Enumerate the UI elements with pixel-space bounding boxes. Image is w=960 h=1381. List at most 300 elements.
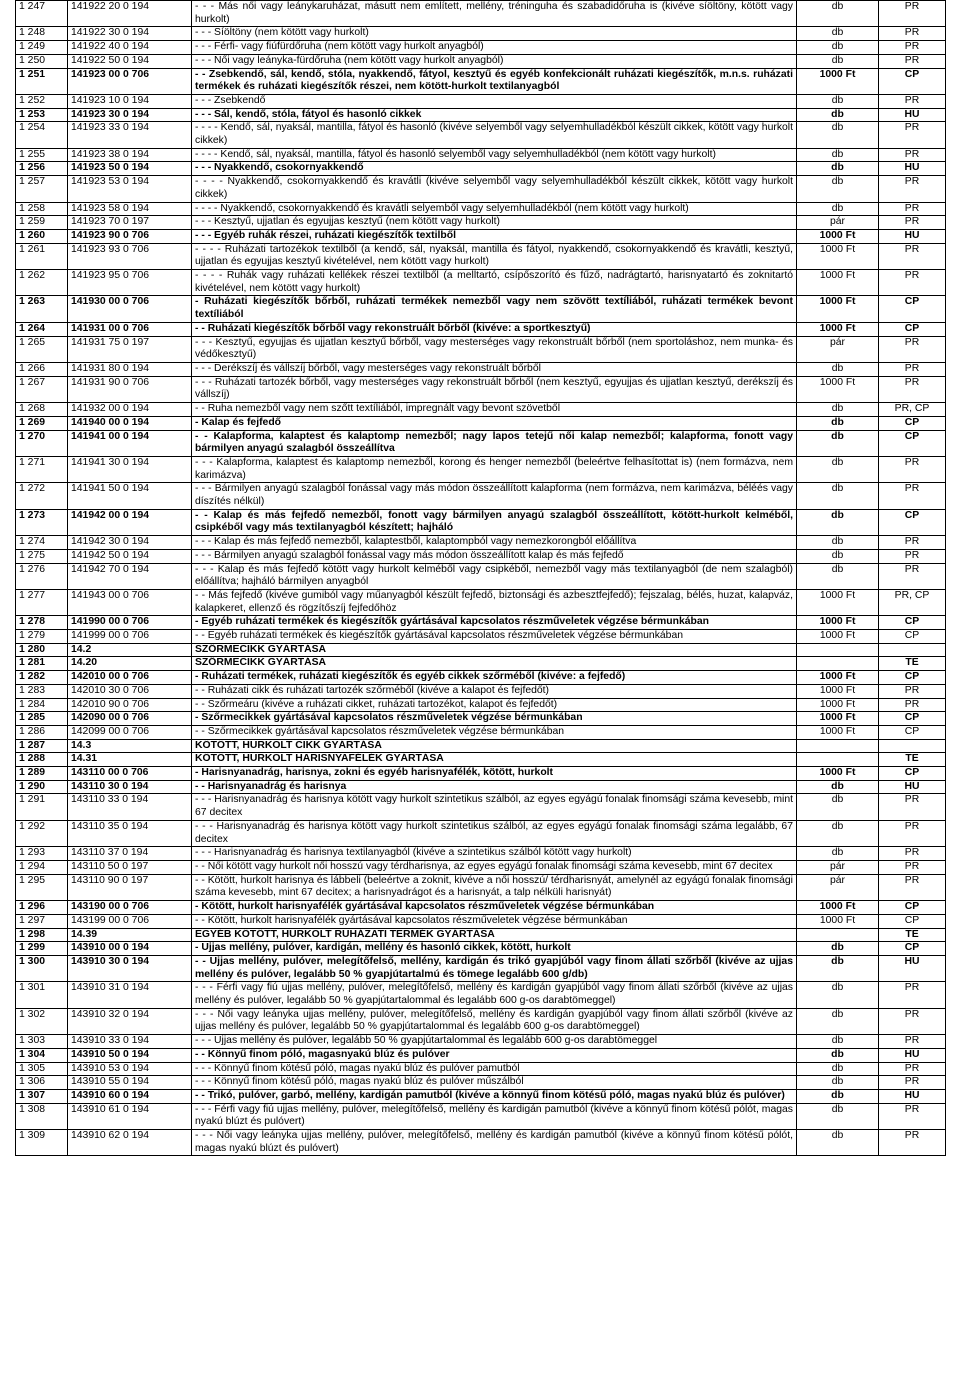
table-row (16, 176, 946, 202)
description-cell: SZŐRMECIKK GYÁRTÁSA (192, 643, 797, 657)
product-code-cell: 141923 50 0 194 (68, 162, 192, 176)
description-cell: - - - Harisnyanadrág és harisnya kötött vagy hurkolt szintetikus szálból, az egyes egyágú fonalak finomsági száma legalább, 67 decitex (192, 820, 797, 846)
unit-cell: db (797, 483, 879, 509)
table-row (16, 914, 946, 928)
category-cell (879, 643, 946, 657)
row-number-cell: 1 284 (16, 698, 68, 712)
unit-cell (797, 928, 879, 942)
row-number-cell: 1 303 (16, 1035, 68, 1049)
category-cell: HU (879, 1089, 946, 1103)
product-code-cell: 143910 55 0 194 (68, 1076, 192, 1090)
product-code-cell: 141941 50 0 194 (68, 483, 192, 509)
unit-cell (797, 643, 879, 657)
description-cell: - - Könnyű finom póló, magasnyakú blúz és pulóver (192, 1048, 797, 1062)
category-cell: PR (879, 94, 946, 108)
description-cell: EGYÉB KÖTÖTT, HURKOLT RUHÁZATI TERMÉK GYÁRTÁSA (192, 928, 797, 942)
table-row (16, 162, 946, 176)
row-number-cell: 1 267 (16, 376, 68, 402)
product-code-cell: 141922 40 0 194 (68, 41, 192, 55)
category-cell: HU (879, 1048, 946, 1062)
product-classification-table (15, 0, 946, 1156)
row-number-cell: 1 258 (16, 202, 68, 216)
category-cell: HU (879, 955, 946, 981)
category-cell: HU (879, 162, 946, 176)
table-row (16, 403, 946, 417)
product-code-cell: 142099 00 0 706 (68, 725, 192, 739)
unit-cell: db (797, 202, 879, 216)
category-cell: CP (879, 416, 946, 430)
category-cell: PR (879, 148, 946, 162)
table-row (16, 536, 946, 550)
category-cell: PR (879, 684, 946, 698)
category-cell: HU (879, 780, 946, 794)
table-row (16, 712, 946, 726)
category-cell: CP (879, 671, 946, 685)
row-number-cell: 1 252 (16, 94, 68, 108)
category-cell: PR (879, 563, 946, 589)
unit-cell: db (797, 176, 879, 202)
table-row (16, 753, 946, 767)
row-number-cell: 1 268 (16, 403, 68, 417)
table-row (16, 296, 946, 322)
row-number-cell: 1 304 (16, 1048, 68, 1062)
category-cell: CP (879, 712, 946, 726)
unit-cell: db (797, 1048, 879, 1062)
product-code-cell: 141931 90 0 706 (68, 376, 192, 402)
category-cell: PR (879, 336, 946, 362)
description-cell: - Ujjas mellény, pulóver, kardigán, mellény és hasonló cikkek, kötött, hurkolt (192, 942, 797, 956)
description-cell: - - Ujjas mellény, pulóver, melegítőfelső, mellény, kardigán és trikó gyapjúból vagy finom állati szőrből (kivéve az ujjas mellény és pulóver, legalább 50 % gyapjútartalmú és tömege legalább 600 g/db) (192, 955, 797, 981)
row-number-cell: 1 283 (16, 684, 68, 698)
table-row (16, 874, 946, 900)
row-number-cell: 1 290 (16, 780, 68, 794)
table-row (16, 456, 946, 482)
unit-cell: db (797, 942, 879, 956)
unit-cell: 1000 Ft (797, 630, 879, 644)
product-code-cell: 143910 60 0 194 (68, 1089, 192, 1103)
product-code-cell: 141931 80 0 194 (68, 362, 192, 376)
row-number-cell: 1 251 (16, 68, 68, 94)
row-number-cell: 1 299 (16, 942, 68, 956)
description-cell: SZŐRMECIKK GYÁRTÁSA (192, 657, 797, 671)
unit-cell (797, 657, 879, 671)
row-number-cell: 1 260 (16, 229, 68, 243)
unit-cell: 1000 Ft (797, 914, 879, 928)
category-cell: CP (879, 322, 946, 336)
unit-cell: db (797, 416, 879, 430)
table-row (16, 216, 946, 230)
product-code-cell: 143110 33 0 194 (68, 794, 192, 820)
row-number-cell: 1 307 (16, 1089, 68, 1103)
description-cell: - - - Harisnyanadrág és harisnya textilanyagból (kivéve a szintetikus szálból kötött vagy hurkolt) (192, 847, 797, 861)
table-row (16, 982, 946, 1008)
description-cell: - - - - Kendő, sál, nyaksál, mantilla, fátyol és hasonló (kivéve selyemből vagy selyemhulladékból készült cikkek, kötött vagy hurkolt cikkek) (192, 122, 797, 148)
row-number-cell: 1 282 (16, 671, 68, 685)
description-cell: - - - - Ruházati tartozékok textilből (a kendő, sál, nyaksál, mantilla és fátyol, nyakkendő, csokornyakkendő és kravátli, kesztyű, ujjatlan és egyujjas kesztyű kivételével, nem kötött vagy hurkolt) (192, 243, 797, 269)
row-number-cell: 1 281 (16, 657, 68, 671)
category-cell: PR (879, 1130, 946, 1156)
table-row (16, 671, 946, 685)
row-number-cell: 1 263 (16, 296, 68, 322)
row-number-cell: 1 287 (16, 739, 68, 753)
category-cell: PR (879, 861, 946, 875)
table-row (16, 861, 946, 875)
table-row (16, 68, 946, 94)
category-cell: PR (879, 270, 946, 296)
description-cell: - - - - Ruhák vagy ruházati kellékek részei textilből (a melltartó, csípőszorító és fűző, nadrágtartó, harisnyatartó és zoknitartó kivételével, nem kötött vagy hurkolt) (192, 270, 797, 296)
unit-cell: 1000 Ft (797, 322, 879, 336)
category-cell: CP (879, 901, 946, 915)
table-row (16, 643, 946, 657)
description-cell: - - Egyéb ruházati termékek és kiegészítők gyártásával kapcsolatos részműveletek végzése bérmunkában (192, 630, 797, 644)
product-code-cell: 141990 00 0 706 (68, 616, 192, 630)
category-cell: PR (879, 1103, 946, 1129)
description-cell: - - - Könnyű finom kötésű póló, magas nyakú blúz és pulóver műszálból (192, 1076, 797, 1090)
product-code-cell: 141923 53 0 194 (68, 176, 192, 202)
table-row (16, 589, 946, 615)
unit-cell: 1000 Ft (797, 901, 879, 915)
unit-cell: db (797, 94, 879, 108)
unit-cell: db (797, 955, 879, 981)
description-cell: - - Ruházati kiegészítők bőrből vagy rekonstruált bőrből (kivéve: a sportkesztyű) (192, 322, 797, 336)
description-cell: - - - Kesztyű, egyujjas és ujjatlan kesztyű bőrből, vagy mesterséges vagy rekonstruált bőrből (nem sportoláshoz, nem munka- és védőkesztyű) (192, 336, 797, 362)
product-code-cell: 14.20 (68, 657, 192, 671)
product-code-cell: 141930 00 0 706 (68, 296, 192, 322)
category-cell: PR (879, 982, 946, 1008)
category-cell: PR (879, 698, 946, 712)
product-code-cell: 143190 00 0 706 (68, 901, 192, 915)
table-body (16, 1, 946, 1156)
description-cell: - - Harisnyanadrág és harisnya (192, 780, 797, 794)
description-cell: - - - Zsebkendő (192, 94, 797, 108)
description-cell: - - Trikó, pulóver, garbó, mellény, kardigán pamutból (kivéve a könnyű finom kötésű póló, magas nyakú blúz és pulóver) (192, 1089, 797, 1103)
description-cell: - - - Bármilyen anyagú szalagból fonással vagy más módon összeállított kalap és más fejfedő (192, 549, 797, 563)
row-number-cell: 1 294 (16, 861, 68, 875)
row-number-cell: 1 288 (16, 753, 68, 767)
row-number-cell: 1 308 (16, 1103, 68, 1129)
table-row (16, 1062, 946, 1076)
unit-cell: 1000 Ft (797, 229, 879, 243)
category-cell: TE (879, 657, 946, 671)
unit-cell: 1000 Ft (797, 698, 879, 712)
row-number-cell: 1 254 (16, 122, 68, 148)
product-code-cell: 14.39 (68, 928, 192, 942)
category-cell: CP (879, 296, 946, 322)
unit-cell: db (797, 362, 879, 376)
row-number-cell: 1 272 (16, 483, 68, 509)
category-cell: PR (879, 874, 946, 900)
category-cell: CP (879, 509, 946, 535)
product-code-cell: 143110 50 0 197 (68, 861, 192, 875)
category-cell: PR (879, 1035, 946, 1049)
product-code-cell: 141942 30 0 194 (68, 536, 192, 550)
description-cell: - - Kalap és más fejfedő nemezből, fonott vagy bármilyen anyagú szalagból összeállított, kötött-hurkolt kelméből, csipkéből vagy más textilanyagból készített; hajháló (192, 509, 797, 535)
unit-cell: db (797, 1130, 879, 1156)
row-number-cell: 1 278 (16, 616, 68, 630)
table-row (16, 901, 946, 915)
unit-cell: db (797, 1008, 879, 1034)
description-cell: - - - Bármilyen anyagú szalagból fonással vagy más módon összeállított kalapforma (nem formázva, nem karimázva, béléés vagy díszítés nélkül) (192, 483, 797, 509)
description-cell: - - Kalapforma, kalaptest és kalaptomp nemezből; nagy lapos tetejű női kalap nemezből; kalapforma, fonott vagy bármilyen anyagú szalagból összeállítva (192, 430, 797, 456)
description-cell: - - - Női vagy leányka ujjas mellény, pulóver, melegítőfelső, mellény és kardigán gyapjúból vagy finom állati szőrből (kivéve az ujjas mellény és pulóver, legalább 50 % gyapjútartalommal és legalább 600 g-os darabtömeggel) (192, 1008, 797, 1034)
description-cell: - - - - Kendő, sál, nyaksál, mantilla, fátyol és hasonló selyemből vagy selyemhulladékból (nem kötött vagy hurkolt) (192, 148, 797, 162)
description-cell: - - - Ruházati tartozék bőrből, vagy mesterséges vagy rekonstruált bőrből (nem kesztyű, egyujjas és ujjatlan kesztyű, derékszíj és vállszíj) (192, 376, 797, 402)
table-row (16, 1076, 946, 1090)
table-row (16, 794, 946, 820)
row-number-cell: 1 257 (16, 176, 68, 202)
description-cell: - - - Egyéb ruhák részei, ruházati kiegészítők textilből (192, 229, 797, 243)
unit-cell: 1000 Ft (797, 712, 879, 726)
description-cell: - Egyéb ruházati termékek és kiegészítők gyártásával kapcsolatos részműveletek végzése bérmunkában (192, 616, 797, 630)
product-list-sheet (15, 0, 945, 1156)
description-cell: - Harisnyanadrág, harisnya, zokni és egyéb harisnyafélék, kötött, hurkolt (192, 767, 797, 781)
product-code-cell: 143910 33 0 194 (68, 1035, 192, 1049)
table-row (16, 616, 946, 630)
row-number-cell: 1 280 (16, 643, 68, 657)
unit-cell: db (797, 1103, 879, 1129)
row-number-cell: 1 275 (16, 549, 68, 563)
product-code-cell: 143910 00 0 194 (68, 942, 192, 956)
table-row (16, 336, 946, 362)
unit-cell: db (797, 509, 879, 535)
unit-cell: pár (797, 874, 879, 900)
row-number-cell: 1 269 (16, 416, 68, 430)
product-code-cell: 143910 32 0 194 (68, 1008, 192, 1034)
category-cell (879, 739, 946, 753)
table-row (16, 243, 946, 269)
row-number-cell: 1 249 (16, 41, 68, 55)
row-number-cell: 1 255 (16, 148, 68, 162)
unit-cell: db (797, 108, 879, 122)
unit-cell: db (797, 847, 879, 861)
category-cell: PR (879, 216, 946, 230)
category-cell: PR, CP (879, 403, 946, 417)
row-number-cell: 1 273 (16, 509, 68, 535)
product-code-cell: 141922 50 0 194 (68, 54, 192, 68)
description-cell: - - - - Nyakkendő, csokornyakkendő és kravátli (kivéve selyemből vagy selyemhulladékból készült cikkek, kötött vagy hurkolt cikkek) (192, 176, 797, 202)
category-cell: PR (879, 41, 946, 55)
row-number-cell: 1 274 (16, 536, 68, 550)
row-number-cell: 1 264 (16, 322, 68, 336)
table-row (16, 322, 946, 336)
product-code-cell: 141923 58 0 194 (68, 202, 192, 216)
row-number-cell: 1 301 (16, 982, 68, 1008)
unit-cell: db (797, 41, 879, 55)
row-number-cell: 1 279 (16, 630, 68, 644)
unit-cell: 1000 Ft (797, 589, 879, 615)
description-cell: - - - Kalapforma, kalaptest és kalaptomp nemezből, korong és henger nemezből (beleértve felhasítottat is) (nem formázva, nem karimázva) (192, 456, 797, 482)
unit-cell: db (797, 982, 879, 1008)
product-code-cell: 143910 31 0 194 (68, 982, 192, 1008)
unit-cell: db (797, 536, 879, 550)
table-row (16, 27, 946, 41)
table-row (16, 1048, 946, 1062)
description-cell: - - Kötött, hurkolt harisnyafélék gyártásával kapcsolatos részműveletek végzése bérmunkában (192, 914, 797, 928)
description-cell: - Ruházati termékek, ruházati kiegészítők és egyéb cikkek szőrméből (kivéve: a fejfedő) (192, 671, 797, 685)
product-code-cell: 141942 50 0 194 (68, 549, 192, 563)
unit-cell: 1000 Ft (797, 376, 879, 402)
table-row (16, 955, 946, 981)
description-cell: - - - Férfi vagy fiú ujjas mellény, pulóver, melegítőfelső, mellény és kardigán gyapjúból vagy finom állati szőrből (kivéve az ujjas mellény és pulóver, legalább 50 % gyapjútartalommal és legalább 600 g-os darabtömeggel) (192, 982, 797, 1008)
unit-cell: db (797, 148, 879, 162)
product-code-cell: 141923 38 0 194 (68, 148, 192, 162)
table-row (16, 122, 946, 148)
table-row (16, 416, 946, 430)
row-number-cell: 1 277 (16, 589, 68, 615)
row-number-cell: 1 256 (16, 162, 68, 176)
description-cell: - - - Más női vagy leánykaruházat, másutt nem említett, mellény, tréninguha és szabadidőruha is (kivéve síöltöny, kötött vagy hurkolt) (192, 1, 797, 27)
table-row (16, 229, 946, 243)
row-number-cell: 1 247 (16, 1, 68, 27)
category-cell: CP (879, 430, 946, 456)
row-number-cell: 1 306 (16, 1076, 68, 1090)
product-code-cell: 143910 30 0 194 (68, 955, 192, 981)
unit-cell: pár (797, 216, 879, 230)
product-code-cell: 142090 00 0 706 (68, 712, 192, 726)
description-cell: - - - Kalap és más fejfedő nemezből, kalaptestből, kalaptompból vagy nemezkorongból előállítva (192, 536, 797, 550)
unit-cell: db (797, 1076, 879, 1090)
category-cell: PR (879, 54, 946, 68)
category-cell: PR (879, 376, 946, 402)
product-code-cell: 141941 30 0 194 (68, 456, 192, 482)
category-cell: PR (879, 456, 946, 482)
table-row (16, 1089, 946, 1103)
row-number-cell: 1 265 (16, 336, 68, 362)
unit-cell: pár (797, 861, 879, 875)
category-cell: PR, CP (879, 589, 946, 615)
row-number-cell: 1 270 (16, 430, 68, 456)
unit-cell: 1000 Ft (797, 684, 879, 698)
product-code-cell: 143110 90 0 197 (68, 874, 192, 900)
category-cell: CP (879, 942, 946, 956)
table-row (16, 509, 946, 535)
table-row (16, 847, 946, 861)
unit-cell: 1000 Ft (797, 725, 879, 739)
description-cell: - - - Férfi vagy fiú ujjas mellény, pulóver, melegítőfelső, mellény és kardigán pamutból (kivéve a könnyű finom kötésű pólót, magas nyakú blúzt és pulóvert) (192, 1103, 797, 1129)
category-cell: CP (879, 616, 946, 630)
product-code-cell: 141943 00 0 706 (68, 589, 192, 615)
product-code-cell: 141941 00 0 194 (68, 430, 192, 456)
product-code-cell: 143910 62 0 194 (68, 1130, 192, 1156)
table-row (16, 483, 946, 509)
category-cell: HU (879, 108, 946, 122)
product-code-cell: 141923 30 0 194 (68, 108, 192, 122)
table-row (16, 430, 946, 456)
table-row (16, 780, 946, 794)
description-cell: - - Ruházati cikk és ruházati tartozék szőrméből (kivéve a kalapot és fejfedőt) (192, 684, 797, 698)
table-row (16, 684, 946, 698)
product-code-cell: 143910 53 0 194 (68, 1062, 192, 1076)
unit-cell: db (797, 1089, 879, 1103)
table-row (16, 928, 946, 942)
product-code-cell: 141932 00 0 194 (68, 403, 192, 417)
product-code-cell: 143110 35 0 194 (68, 820, 192, 846)
row-number-cell: 1 289 (16, 767, 68, 781)
category-cell: PR (879, 847, 946, 861)
row-number-cell: 1 305 (16, 1062, 68, 1076)
table-row (16, 549, 946, 563)
category-cell: TE (879, 928, 946, 942)
table-row (16, 376, 946, 402)
unit-cell: db (797, 27, 879, 41)
category-cell: PR (879, 1008, 946, 1034)
unit-cell: 1000 Ft (797, 296, 879, 322)
unit-cell: db (797, 403, 879, 417)
row-number-cell: 1 296 (16, 901, 68, 915)
description-cell: - - Zsebkendő, sál, kendő, stóla, nyakkendő, fátyol, kesztyű és egyéb konfekcionált ruházati kiegészítők, m.n.s. ruházati termékek és ruházati kiegészítők részei, nem kötött-hurkolt textilanyagból (192, 68, 797, 94)
unit-cell: 1000 Ft (797, 270, 879, 296)
unit-cell: db (797, 780, 879, 794)
product-code-cell: 141942 00 0 194 (68, 509, 192, 535)
unit-cell (797, 753, 879, 767)
category-cell: PR (879, 536, 946, 550)
description-cell: - - - Férfi- vagy fiúfürdőruha (nem kötött vagy hurkolt anyagból) (192, 41, 797, 55)
product-code-cell: 143199 00 0 706 (68, 914, 192, 928)
unit-cell: db (797, 549, 879, 563)
table-row (16, 362, 946, 376)
unit-cell: db (797, 820, 879, 846)
product-code-cell: 141940 00 0 194 (68, 416, 192, 430)
category-cell: PR (879, 27, 946, 41)
category-cell: PR (879, 1076, 946, 1090)
product-code-cell: 141931 75 0 197 (68, 336, 192, 362)
table-row (16, 1035, 946, 1049)
category-cell: CP (879, 914, 946, 928)
table-row (16, 202, 946, 216)
category-cell: PR (879, 483, 946, 509)
description-cell: - - - Kesztyű, ujjatlan és egyujjas kesztyű (nem kötött vagy hurkolt) (192, 216, 797, 230)
unit-cell: db (797, 1035, 879, 1049)
row-number-cell: 1 271 (16, 456, 68, 482)
product-code-cell: 141931 00 0 706 (68, 322, 192, 336)
unit-cell: db (797, 162, 879, 176)
category-cell: CP (879, 630, 946, 644)
description-cell: - Kötött, hurkolt harisnyafélék gyártásával kapcsolatos részműveletek végzése bérmunkában (192, 901, 797, 915)
unit-cell: db (797, 430, 879, 456)
description-cell: - - - Harisnyanadrág és harisnya kötött vagy hurkolt szintetikus szálból, az egyes egyágú fonalak finomsági száma kevesebb, mint 67 decitex (192, 794, 797, 820)
product-code-cell: 143910 61 0 194 (68, 1103, 192, 1129)
description-cell: - - Más fejfedő (kivéve gumiból vagy műanyagból készült fejfedő, biztonsági és azbesztfejfedő); fejszalag, bélés, huzat, kalapváz, kalapkeret, ellenző és rögzítőszíj fejfedőhöz (192, 589, 797, 615)
unit-cell: db (797, 1062, 879, 1076)
product-code-cell: 14.3 (68, 739, 192, 753)
row-number-cell: 1 253 (16, 108, 68, 122)
description-cell: - - - Női vagy leányka ujjas mellény, pulóver, melegítőfelső, mellény és kardigán pamutból (kivéve a könnyű finom kötésű pólót, magas nyakú blúzt és pulóvert) (192, 1130, 797, 1156)
table-row (16, 739, 946, 753)
description-cell: - - - Ujjas mellény és pulóver, legalább 50 % gyapjútartalommal és legalább 600 g-os darabtömeggel (192, 1035, 797, 1049)
product-code-cell: 141923 70 0 197 (68, 216, 192, 230)
category-cell: PR (879, 122, 946, 148)
description-cell: - - - Derékszíj és vállszíj bőrből, vagy mesterséges vagy rekonstruált bőrből (192, 362, 797, 376)
row-number-cell: 1 261 (16, 243, 68, 269)
product-code-cell: 141922 20 0 194 (68, 1, 192, 27)
category-cell: HU (879, 229, 946, 243)
description-cell: - - - Könnyű finom kötésű póló, magas nyakú blúz és pulóver pamutból (192, 1062, 797, 1076)
unit-cell (797, 739, 879, 753)
product-code-cell: 14.31 (68, 753, 192, 767)
category-cell: CP (879, 725, 946, 739)
table-row (16, 630, 946, 644)
unit-cell: pár (797, 336, 879, 362)
description-cell: - - Ruha nemezből vagy nem szőtt textíliából, impregnált vagy bevont szövetből (192, 403, 797, 417)
table-row (16, 1008, 946, 1034)
description-cell: - - - Kalap és más fejfedő kötött vagy hurkolt kelméből vagy csipkéből, nemezből vagy más textilanyagból (de nem szalagból) előállítva; hajháló bármilyen anyagból (192, 563, 797, 589)
product-code-cell: 141923 95 0 706 (68, 270, 192, 296)
row-number-cell: 1 276 (16, 563, 68, 589)
unit-cell: 1000 Ft (797, 243, 879, 269)
product-code-cell: 14.2 (68, 643, 192, 657)
table-row (16, 657, 946, 671)
category-cell: PR (879, 1062, 946, 1076)
